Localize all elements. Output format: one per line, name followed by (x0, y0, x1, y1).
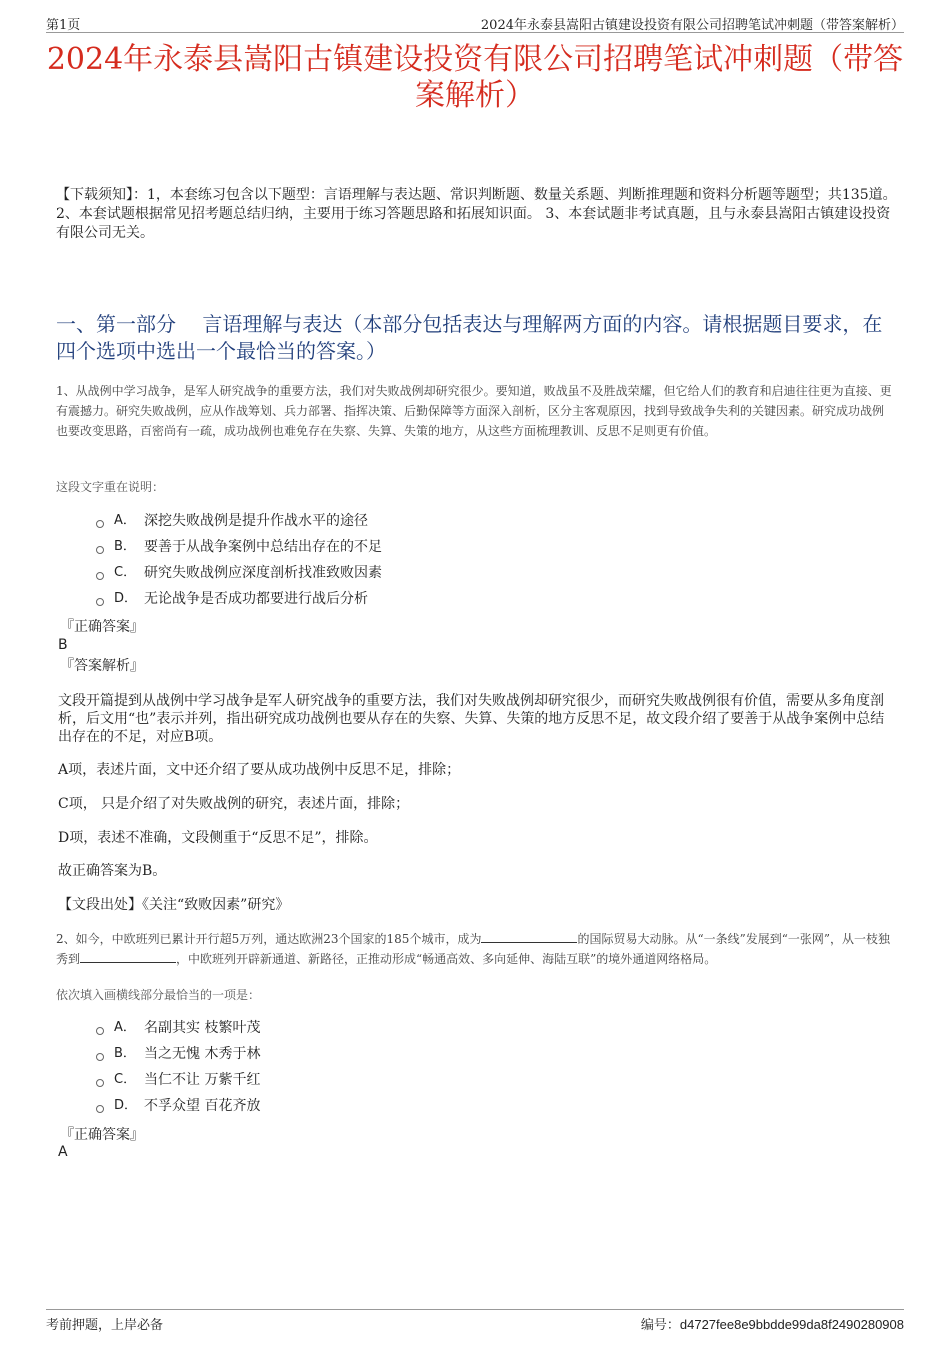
option-text: 当仁不让 万紫千红 (144, 1072, 261, 1088)
question-2-prompt: 依次填入画横线部分最恰当的一项是： (56, 988, 261, 1002)
document-title: 2024年永泰县嵩阳古镇建设投资有限公司招聘笔试冲刺题（带答案解析） (46, 42, 904, 113)
answer-label: 『正确答案』 (60, 619, 144, 635)
radio-icon[interactable] (96, 1105, 104, 1113)
question-1-prompt: 这段文字重在说明： (56, 480, 165, 494)
question-1-options (96, 508, 382, 612)
option-text: 不孚众望 百花齐放 (144, 1098, 261, 1114)
option-c[interactable]: C． 当仁不让 万紫千红 (96, 1067, 260, 1093)
analysis-paragraph: C项， 只是介绍了对失败战例的研究，表述片面，排除； (58, 796, 410, 812)
analysis-paragraph: D项，表述不准确，文段侧重于“反思不足”，排除。 (58, 830, 378, 846)
footer-code (641, 1314, 904, 1333)
code-label: 编号： (640, 1318, 680, 1333)
code-value: d4727fee8e9bbdde99da8f2490280908 (679, 1317, 904, 1332)
header-doc-title: 2024年永泰县嵩阳古镇建设投资有限公司招聘笔试冲刺题（带答案解析） (480, 18, 904, 33)
radio-icon[interactable] (96, 546, 104, 554)
radio-icon[interactable] (96, 520, 104, 528)
analysis-paragraph: 故正确答案为B。 (58, 863, 167, 879)
option-d[interactable]: D． 不孚众望 百花齐放 (96, 1093, 260, 1119)
question-2-text: 2、如今，中欧班列已累计开行超5万列，通达欧洲23个国家的185个城市，成为 的国际贸易大动脉。从“一条线”发展到“一张网”，从一枝独秀到 ，中欧班列开辟新通道、新路径，正推动形成“畅通高效、多向延伸、海陆互联”的境外通道网络格局。 (56, 932, 890, 966)
question-1-text: 1、从战例中学习战争，是军人研究战争的重要方法，我们对失败战例却研究很少。要知道，败战虽不及胜战荣耀，但它给人们的教育和启迪往往更为直接、更有震撼力。研究失败战例，应从作战筹划、兵力部署、指挥决策、后勤保障等方面深入剖析，区分主客观原因，找到导致战争失利的关键因素。研究成功战例也要改变思路，百密尚有一疏，成功战例也难免存在失察、失算、失策的地方，从这些方面梳理教训、反思不足则更有价值。 (56, 384, 892, 438)
option-d[interactable]: D． 无论战争是否成功都要进行战后分析 (96, 586, 382, 612)
page-number: 第1页 (46, 18, 81, 33)
fill-blank[interactable] (481, 930, 577, 943)
option-text: 无论战争是否成功都要进行战后分析 (144, 591, 368, 607)
correct-answer: A (58, 1144, 68, 1160)
page-header (46, 10, 904, 33)
radio-icon[interactable] (96, 598, 104, 606)
fill-blank[interactable] (80, 950, 176, 963)
source-citation: 【文段出处】《关注“致败因素”研究》 (58, 897, 290, 913)
option-b[interactable]: B． 要善于从战争案例中总结出存在的不足 (96, 534, 382, 560)
option-a[interactable]: A． 名副其实 枝繁叶茂 (96, 1015, 260, 1041)
option-text: 深挖失败战例是提升作战水平的途径 (144, 513, 368, 529)
radio-icon[interactable] (96, 1027, 104, 1035)
answer-label: 『正确答案』 (60, 1127, 144, 1143)
option-a[interactable]: A． 深挖失败战例是提升作战水平的途径 (96, 508, 382, 534)
analysis-paragraph: A项，表述片面，文中还介绍了要从成功战例中反思不足，排除； (58, 762, 461, 778)
option-c[interactable]: C． 研究失败战例应深度剖析找准致败因素 (96, 560, 382, 586)
correct-answer: B (58, 637, 68, 653)
option-text: 当之无愧 木秀于林 (144, 1046, 261, 1062)
footer-slogan: 考前押题，上岸必备 (46, 1318, 164, 1333)
analysis-paragraph: 文段开篇提到从战例中学习战争是军人研究战争的重要方法，我们对失败战例却研究很少，而研究失败战例很有价值，需要从多角度剖析，后文用“也”表示并列，指出研究成功战例也要从存在的失察、失算、失策的地方反思不足，故文段介绍了要善于从战争案例中总结出存在的不足，对应B项。 (58, 693, 885, 745)
radio-icon[interactable] (96, 1079, 104, 1087)
section-title: 一、第一部分 言语理解与表达（本部分包括表达与理解两方面的内容。请根据题目要求，在四个选项中选出一个最恰当的答案。） (56, 312, 883, 363)
option-text: 研究失败战例应深度剖析找准致败因素 (144, 565, 382, 581)
download-notice: 【下载须知】：1，本套练习包含以下题型：言语理解与表达题、常识判断题、数量关系题、判断推理题和资料分析题等题型；共135道。 2、本套试题根据常见招考题总结归纳，主要用于练习答题思路和拓展知识面。 3、本套试题非考试真题，且与永泰县嵩阳古镇建设投资有限公司无关。 (56, 187, 897, 241)
analysis-label: 『答案解析』 (60, 658, 144, 674)
option-text: 要善于从战争案例中总结出存在的不足 (144, 539, 382, 555)
footer-divider (46, 1309, 904, 1310)
option-b[interactable]: B． 当之无愧 木秀于林 (96, 1041, 260, 1067)
question-2-options (96, 1015, 260, 1119)
radio-icon[interactable] (96, 1053, 104, 1061)
radio-icon[interactable] (96, 572, 104, 580)
option-text: 名副其实 枝繁叶茂 (144, 1020, 261, 1036)
